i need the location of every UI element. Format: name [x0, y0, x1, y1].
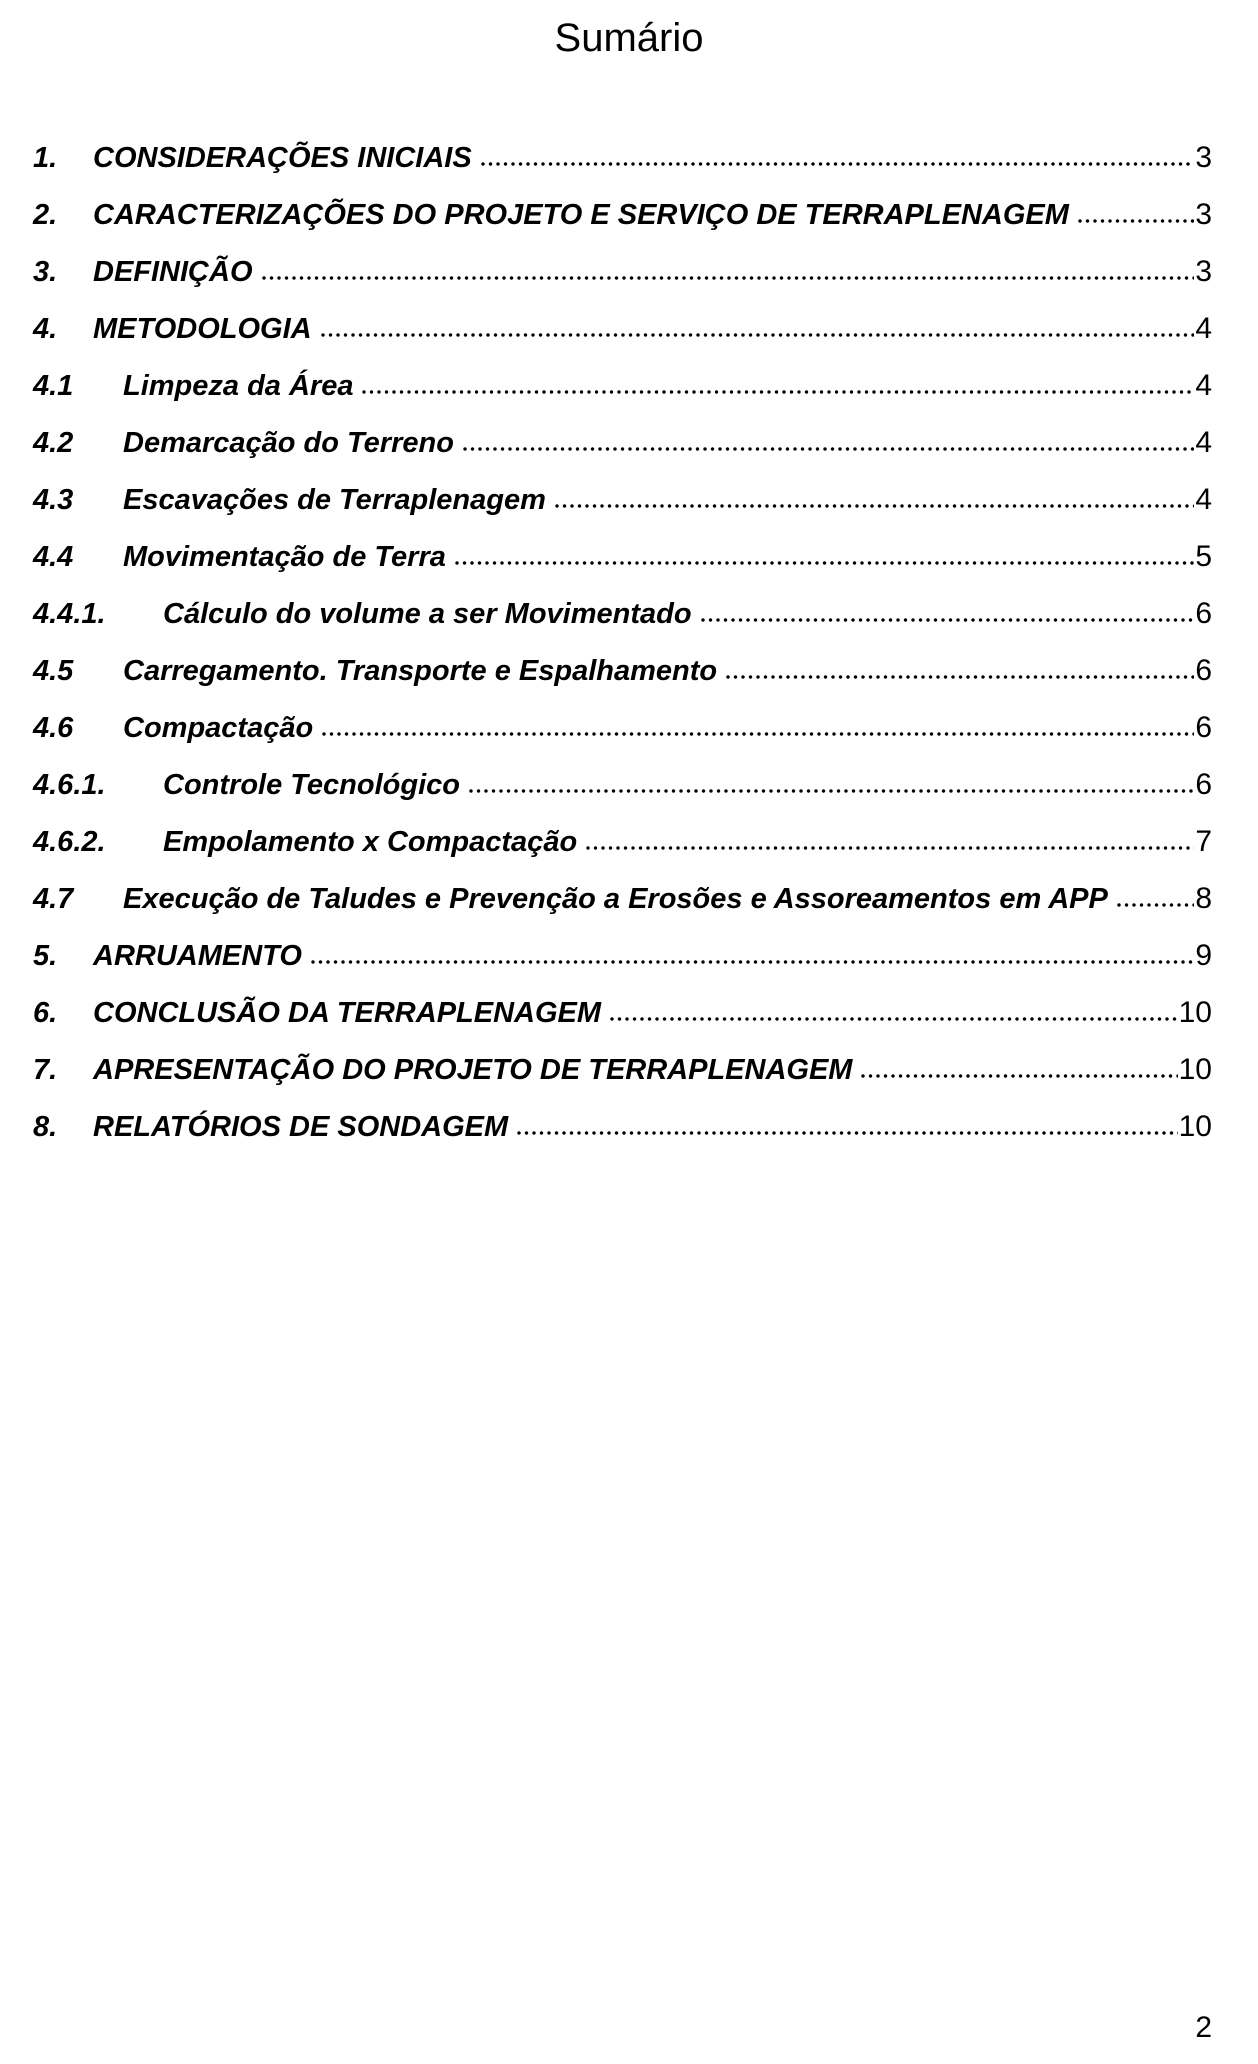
table-of-contents	[0, 140, 1258, 1145]
toc-entry-label: APRESENTAÇÃO DO PROJETO DE TERRAPLENAGEM	[93, 1054, 853, 1086]
toc-entry-page: 10	[1178, 1053, 1212, 1086]
toc-entry-label: CONCLUSÃO DA TERRAPLENAGEM	[93, 997, 602, 1029]
toc-entry-label: Limpeza da Área	[123, 370, 354, 402]
toc-entry-label: METODOLOGIA	[93, 313, 312, 345]
dot-leader	[311, 958, 1194, 965]
toc-entry-label: Demarcação do Terreno	[123, 427, 454, 459]
toc-entry-number: 7.	[33, 1054, 58, 1086]
dot-leader	[469, 787, 1194, 794]
toc-entry[interactable]	[33, 1109, 1212, 1145]
toc-entry[interactable]	[33, 197, 1212, 233]
toc-entry[interactable]	[33, 938, 1212, 974]
toc-entry[interactable]	[33, 425, 1212, 461]
toc-entry[interactable]	[33, 368, 1212, 404]
dot-leader	[321, 331, 1195, 338]
page-title: Sumário	[554, 16, 704, 60]
toc-entry-page: 8	[1195, 882, 1212, 915]
toc-entry-label: Compactação	[123, 712, 314, 744]
dot-leader	[1078, 217, 1194, 224]
toc-entry-number: 4.4.1.	[33, 598, 106, 630]
toc-entry-number: 3.	[33, 256, 58, 288]
toc-entry-label: Controle Tecnológico	[163, 769, 460, 801]
toc-entry-page: 3	[1195, 198, 1212, 231]
toc-entry-label: RELATÓRIOS DE SONDAGEM	[93, 1111, 509, 1143]
toc-entry-number: 4.7	[33, 883, 74, 915]
dot-leader	[481, 160, 1195, 167]
toc-entry-page: 3	[1195, 141, 1212, 174]
toc-entry-page: 5	[1195, 540, 1212, 573]
dot-leader	[861, 1072, 1177, 1079]
toc-entry-page: 9	[1195, 939, 1212, 972]
toc-entry-number: 2.	[33, 199, 58, 231]
dot-leader	[701, 616, 1195, 623]
toc-entry-page: 4	[1195, 483, 1212, 516]
toc-entry[interactable]	[33, 596, 1212, 632]
toc-entry-label: CONSIDERAÇÕES INICIAIS	[93, 142, 472, 174]
toc-entry[interactable]	[33, 767, 1212, 803]
toc-entry-label: Empolamento x Compactação	[163, 826, 578, 858]
toc-entry-page: 3	[1195, 255, 1212, 288]
toc-entry-page: 10	[1178, 1110, 1212, 1143]
toc-entry-page: 6	[1195, 654, 1212, 687]
toc-entry-number: 4.6	[33, 712, 74, 744]
dot-leader	[726, 673, 1194, 680]
toc-entry-label: Cálculo do volume a ser Movimentado	[163, 598, 692, 630]
toc-entry-number: 4.5	[33, 655, 74, 687]
toc-entry-number: 4.	[33, 313, 58, 345]
toc-entry[interactable]	[33, 539, 1212, 575]
toc-entry[interactable]	[33, 1052, 1212, 1088]
toc-entry-page: 6	[1195, 711, 1212, 744]
toc-entry-label: Execução de Taludes e Prevenção a Erosões e Assoreamentos em APP	[123, 883, 1108, 915]
dot-leader	[262, 274, 1195, 281]
toc-entry-label: DEFINIÇÃO	[93, 256, 253, 288]
toc-entry-label: CARACTERIZAÇÕES DO PROJETO E SERVIÇO DE TERRAPLENAGEM	[93, 199, 1069, 231]
toc-entry[interactable]	[33, 710, 1212, 746]
toc-entry-page: 7	[1195, 825, 1212, 858]
dot-leader	[463, 445, 1194, 452]
toc-entry-number: 4.6.2.	[33, 826, 106, 858]
toc-entry-number: 4.6.1.	[33, 769, 106, 801]
dot-leader	[1117, 901, 1194, 908]
toc-entry-page: 4	[1195, 369, 1212, 402]
dot-leader	[455, 559, 1194, 566]
toc-entry-number: 1.	[33, 142, 58, 174]
toc-entry-page: 10	[1178, 996, 1212, 1029]
toc-entry-page: 6	[1195, 768, 1212, 801]
toc-entry-label: Carregamento. Transporte e Espalhamento	[123, 655, 718, 687]
toc-entry-page: 4	[1195, 426, 1212, 459]
toc-entry-page: 6	[1195, 597, 1212, 630]
toc-entry[interactable]	[33, 881, 1212, 917]
footer-page-number: 2	[1195, 2011, 1212, 2044]
toc-entry[interactable]	[33, 311, 1212, 347]
toc-entry-number: 4.4	[33, 541, 74, 573]
toc-entry-label: Escavações de Terraplenagem	[123, 484, 546, 516]
dot-leader	[322, 730, 1194, 737]
toc-entry[interactable]	[33, 482, 1212, 518]
toc-entry-number: 6.	[33, 997, 58, 1029]
toc-entry[interactable]	[33, 995, 1212, 1031]
toc-entry-page: 4	[1195, 312, 1212, 345]
toc-entry[interactable]	[33, 254, 1212, 290]
toc-entry-number: 8.	[33, 1111, 58, 1143]
toc-entry[interactable]	[33, 140, 1212, 176]
toc-entry-number: 5.	[33, 940, 58, 972]
toc-entry[interactable]	[33, 824, 1212, 860]
dot-leader	[517, 1129, 1177, 1136]
toc-entry-number: 4.3	[33, 484, 74, 516]
toc-entry-number: 4.2	[33, 427, 74, 459]
toc-entry-label: Movimentação de Terra	[123, 541, 446, 573]
dot-leader	[586, 844, 1194, 851]
toc-entry-number: 4.1	[33, 370, 74, 402]
toc-entry-label: ARRUAMENTO	[93, 940, 302, 972]
dot-leader	[555, 502, 1194, 509]
dot-leader	[362, 388, 1194, 395]
toc-entry[interactable]	[33, 653, 1212, 689]
dot-leader	[610, 1015, 1178, 1022]
